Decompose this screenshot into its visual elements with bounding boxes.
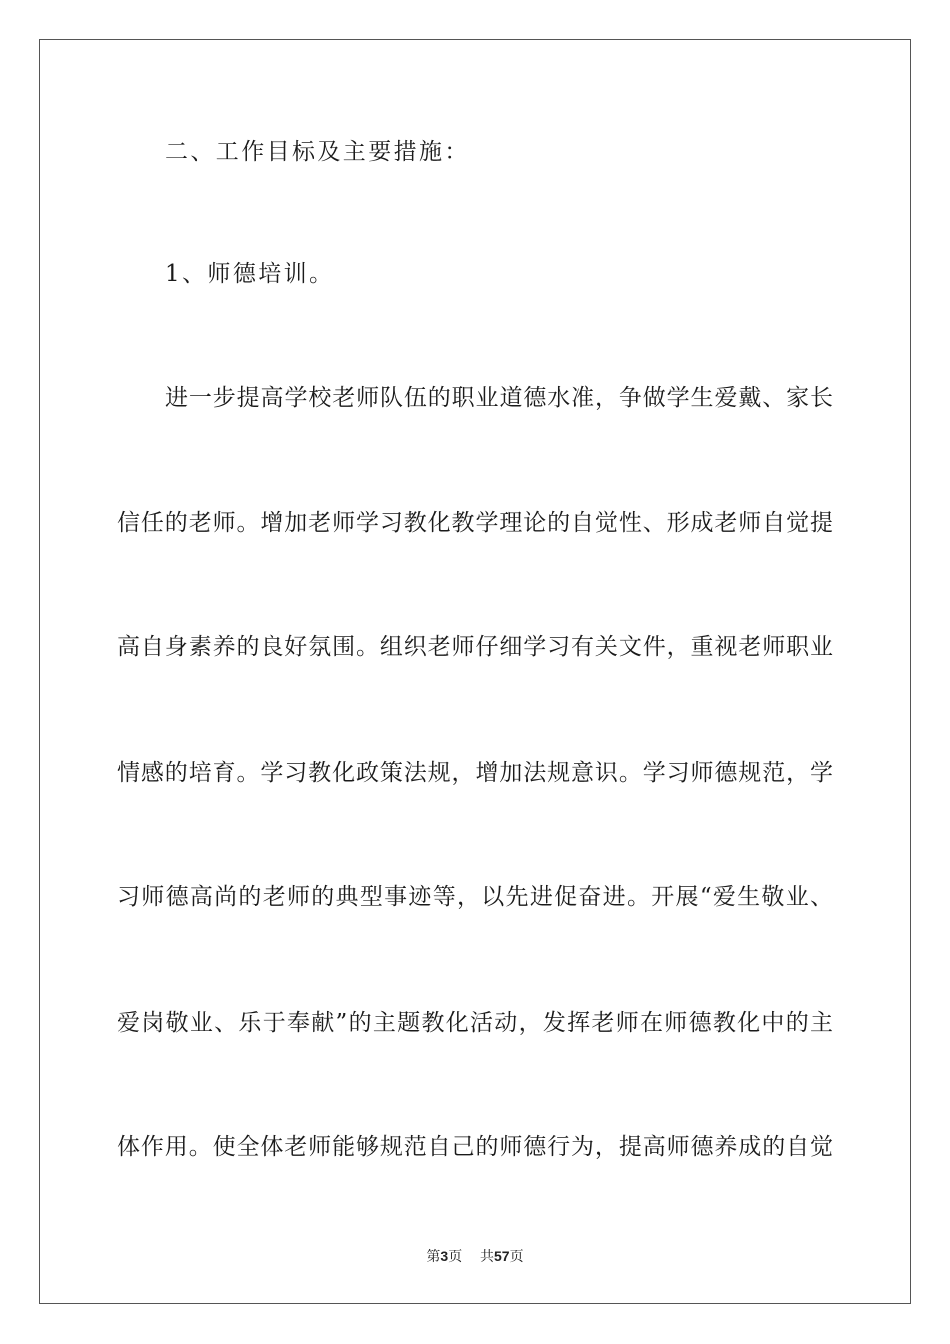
paragraph-line-1: 进一步提高学校老师队伍的职业道德水准，争做学生爱戴、家长	[165, 385, 833, 411]
footer-page-suffix: 页	[448, 1249, 463, 1265]
footer-page-current: 3	[440, 1248, 449, 1264]
page-border	[39, 39, 911, 1304]
paragraph-line-5: 习师德高尚的老师的典型事迹等，以先进促奋进。开展“爱生敬业、	[117, 884, 833, 910]
page-footer	[0, 1247, 950, 1266]
footer-page-total: 57	[494, 1248, 510, 1264]
paragraph-line-4: 情感的培育。学习教化政策法规，增加法规意识。学习师德规范，学	[117, 760, 833, 786]
footer-page-prefix: 第	[426, 1249, 441, 1265]
section-heading: 二、工作目标及主要措施：	[165, 139, 470, 165]
paragraph-line-7: 体作用。使全体老师能够规范自己的师德行为，提高师德养成的自觉	[117, 1134, 833, 1160]
footer-total-prefix: 共	[480, 1249, 495, 1265]
paragraph-line-2: 信任的老师。增加老师学习教化教学理论的自觉性、形成老师自觉提	[117, 510, 833, 536]
footer-total-suffix: 页	[509, 1249, 524, 1265]
paragraph-line-6: 爱岗敬业、乐于奉献”的主题教化活动，发挥老师在师德教化中的主	[117, 1010, 833, 1036]
subsection-heading: 1、师德培训。	[165, 261, 335, 287]
paragraph-line-3: 高自身素养的良好氛围。组织老师仔细学习有关文件，重视老师职业	[117, 634, 833, 660]
